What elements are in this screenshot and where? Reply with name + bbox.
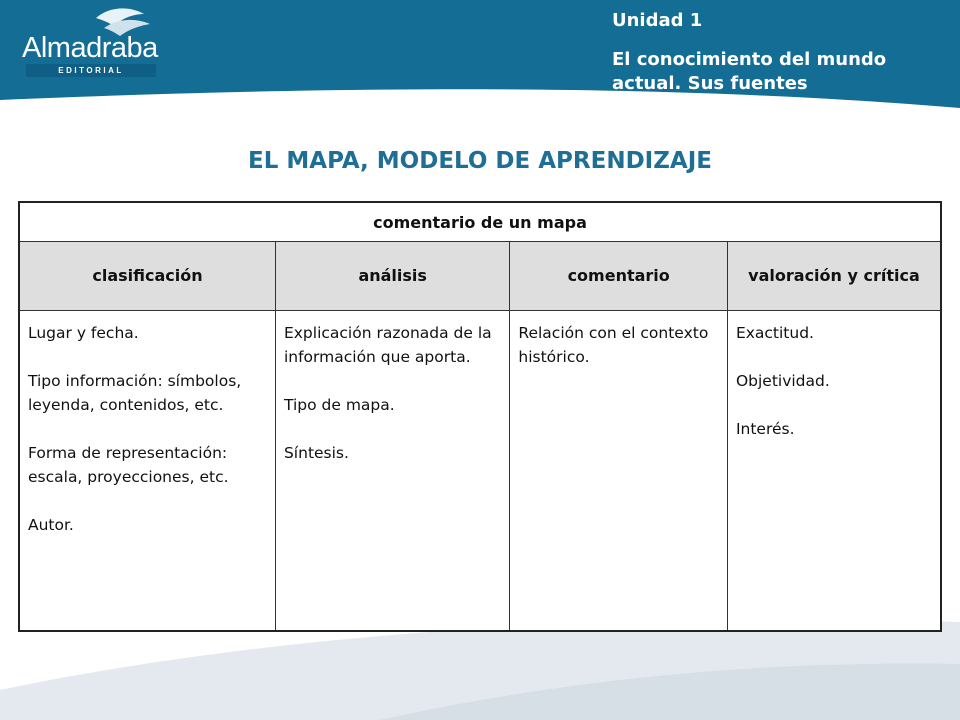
table-caption: comentario de un mapa bbox=[19, 202, 941, 242]
list-item: Autor. bbox=[28, 516, 74, 534]
list-item: Objetividad. bbox=[735, 372, 830, 390]
column-header-clasificacion: clasificación bbox=[19, 242, 275, 311]
list-item: Forma de representación: escala, proyecciones, etc. bbox=[28, 444, 229, 486]
list-item: Exactitud. bbox=[735, 324, 814, 342]
table-header-row bbox=[19, 242, 941, 311]
logo-subtitle: EDITORIAL bbox=[26, 64, 156, 77]
page-title: EL MAPA, MODELO DE APRENDIZAJE bbox=[248, 148, 712, 174]
column-header-valoracion: valoración y crítica bbox=[727, 242, 941, 311]
map-commentary-table bbox=[18, 201, 942, 632]
list-item: Relación con el contexto histórico. bbox=[518, 324, 709, 366]
cell-analisis bbox=[275, 311, 509, 632]
list-item: Interés. bbox=[735, 420, 795, 438]
unit-subtitle: El conocimiento del mundo actual. Sus fuentes bbox=[612, 49, 887, 94]
table-row bbox=[19, 311, 941, 632]
publisher-logo bbox=[18, 4, 158, 74]
column-header-analisis: análisis bbox=[275, 242, 509, 311]
list-item: Síntesis. bbox=[283, 444, 349, 462]
cell-comentario bbox=[510, 311, 728, 632]
logo-wordmark: Almadraba bbox=[22, 32, 158, 64]
cell-valoracion bbox=[727, 311, 941, 632]
list-item: Tipo información: símbolos, leyenda, contenidos, etc. bbox=[28, 372, 242, 414]
column-header-comentario: comentario bbox=[510, 242, 728, 311]
unit-label: Unidad 1 bbox=[612, 10, 703, 31]
list-item: Explicación razonada de la información que aporta. bbox=[283, 324, 492, 366]
list-item: Lugar y fecha. bbox=[28, 324, 139, 342]
list-item: Tipo de mapa. bbox=[283, 396, 395, 414]
table-caption-row bbox=[19, 202, 941, 242]
cell-clasificacion bbox=[19, 311, 275, 632]
